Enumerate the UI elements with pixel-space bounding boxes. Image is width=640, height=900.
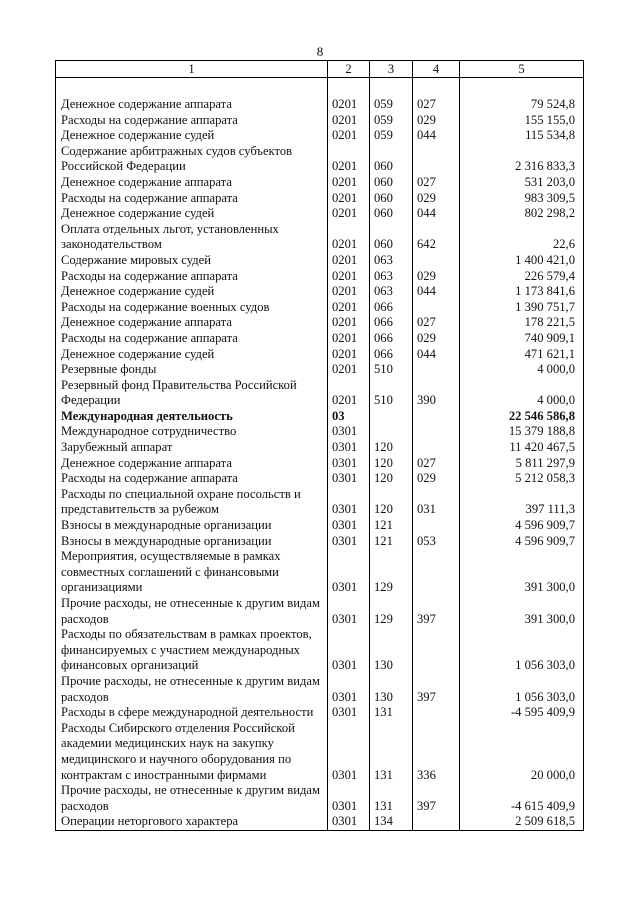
row-name: Денежное содержание судей xyxy=(56,347,328,363)
column-header-2: 2 xyxy=(328,61,370,78)
row-code-section: 0301 xyxy=(328,471,370,487)
row-code-section: 0301 xyxy=(328,721,370,783)
row-code-article: 130 xyxy=(370,674,413,705)
table-row xyxy=(56,674,584,705)
row-code-type: 029 xyxy=(413,471,460,487)
row-code-section: 0201 xyxy=(328,315,370,331)
table-row xyxy=(56,596,584,627)
row-code-section: 0301 xyxy=(328,783,370,814)
row-name: Резервный фонд Правительства Российской Федерации xyxy=(56,378,328,409)
row-amount: 1 173 841,6 xyxy=(460,284,584,300)
row-amount: 4 000,0 xyxy=(460,362,584,378)
row-code-type: 029 xyxy=(413,331,460,347)
row-code-section: 0201 xyxy=(328,284,370,300)
row-code-article: 120 xyxy=(370,471,413,487)
row-code-type xyxy=(413,253,460,269)
row-code-article: 131 xyxy=(370,705,413,721)
row-amount: 391 300,0 xyxy=(460,596,584,627)
table-row xyxy=(56,300,584,316)
row-code-section: 0201 xyxy=(328,222,370,253)
row-code-article: 059 xyxy=(370,128,413,144)
row-name: Денежное содержание аппарата xyxy=(56,97,328,113)
table-row xyxy=(56,549,584,596)
table-row xyxy=(56,424,584,440)
row-name: Оплата отдельных льгот, установленных законодательством xyxy=(56,222,328,253)
row-code-type xyxy=(413,549,460,596)
row-code-section: 0301 xyxy=(328,705,370,721)
row-code-type: 029 xyxy=(413,269,460,285)
row-name: Денежное содержание судей xyxy=(56,128,328,144)
row-name: Прочие расходы, не отнесенные к другим видам расходов xyxy=(56,596,328,627)
table-row xyxy=(56,456,584,472)
row-name: Международная деятельность xyxy=(56,409,328,425)
row-name: Взносы в международные организации xyxy=(56,518,328,534)
row-code-section: 0301 xyxy=(328,534,370,550)
row-amount: 226 579,4 xyxy=(460,269,584,285)
table-row xyxy=(56,175,584,191)
row-name: Расходы на содержание аппарата xyxy=(56,331,328,347)
budget-table xyxy=(55,60,584,831)
row-name: Взносы в международные организации xyxy=(56,534,328,550)
row-code-type: 044 xyxy=(413,206,460,222)
row-amount: 5 811 297,9 xyxy=(460,456,584,472)
row-amount: 4 596 909,7 xyxy=(460,518,584,534)
row-code-article: 066 xyxy=(370,331,413,347)
row-code-section: 0201 xyxy=(328,362,370,378)
row-amount: 740 909,1 xyxy=(460,331,584,347)
table-row xyxy=(56,487,584,518)
page-number: 8 xyxy=(316,44,324,59)
row-name: Зарубежный аппарат xyxy=(56,440,328,456)
table-row xyxy=(56,113,584,129)
row-code-section: 0301 xyxy=(328,518,370,534)
row-code-type: 053 xyxy=(413,534,460,550)
table-row xyxy=(56,627,584,674)
table-row xyxy=(56,206,584,222)
row-code-article: 060 xyxy=(370,191,413,207)
row-name: Прочие расходы, не отнесенные к другим видам расходов xyxy=(56,783,328,814)
row-code-type xyxy=(413,814,460,830)
row-code-section: 0201 xyxy=(328,331,370,347)
row-name: Денежное содержание аппарата xyxy=(56,175,328,191)
row-amount: 1 056 303,0 xyxy=(460,627,584,674)
row-code-article: 129 xyxy=(370,596,413,627)
row-code-type: 029 xyxy=(413,191,460,207)
row-code-section: 0201 xyxy=(328,97,370,113)
row-name: Резервные фонды xyxy=(56,362,328,378)
table-row xyxy=(56,284,584,300)
row-name: Расходы Сибирского отделения Российской академии медицинских наук на закупку медицинского и научного оборудования по контрактам с иностранными фирмами xyxy=(56,721,328,783)
row-amount: 178 221,5 xyxy=(460,315,584,331)
row-code-article: 060 xyxy=(370,144,413,175)
row-name: Расходы на содержание военных судов xyxy=(56,300,328,316)
row-code-type: 336 xyxy=(413,721,460,783)
table-header-row xyxy=(56,61,584,78)
row-code-type xyxy=(413,627,460,674)
row-name: Международное сотрудничество xyxy=(56,424,328,440)
row-code-article: 120 xyxy=(370,487,413,518)
row-amount: 22 546 586,8 xyxy=(460,409,584,425)
row-name: Денежное содержание аппарата xyxy=(56,315,328,331)
row-code-type: 027 xyxy=(413,97,460,113)
row-code-article: 121 xyxy=(370,518,413,534)
row-code-article: 134 xyxy=(370,814,413,830)
table-row xyxy=(56,518,584,534)
row-amount: 802 298,2 xyxy=(460,206,584,222)
row-code-section: 0201 xyxy=(328,378,370,409)
row-amount: 22,6 xyxy=(460,222,584,253)
row-code-section: 0201 xyxy=(328,144,370,175)
row-code-section: 03 xyxy=(328,409,370,425)
row-code-type: 044 xyxy=(413,128,460,144)
row-code-article: 060 xyxy=(370,206,413,222)
row-code-section: 0301 xyxy=(328,674,370,705)
row-code-section: 0201 xyxy=(328,300,370,316)
row-code-type: 027 xyxy=(413,175,460,191)
row-code-section: 0201 xyxy=(328,191,370,207)
row-code-article: 130 xyxy=(370,627,413,674)
row-name: Расходы на содержание аппарата xyxy=(56,113,328,129)
row-code-section: 0301 xyxy=(328,814,370,830)
table-row xyxy=(56,144,584,175)
row-code-article: 120 xyxy=(370,456,413,472)
row-amount: 983 309,5 xyxy=(460,191,584,207)
row-amount: 1 400 421,0 xyxy=(460,253,584,269)
row-code-article: 060 xyxy=(370,175,413,191)
row-code-type xyxy=(413,362,460,378)
row-amount: 20 000,0 xyxy=(460,721,584,783)
row-name: Прочие расходы, не отнесенные к другим видам расходов xyxy=(56,674,328,705)
row-code-type: 044 xyxy=(413,347,460,363)
row-code-type: 027 xyxy=(413,456,460,472)
row-code-section: 0201 xyxy=(328,253,370,269)
row-name: Денежное содержание аппарата xyxy=(56,456,328,472)
row-code-article: 066 xyxy=(370,347,413,363)
row-code-section: 0301 xyxy=(328,627,370,674)
table-row xyxy=(56,222,584,253)
row-name: Операции неторгового характера xyxy=(56,814,328,830)
row-code-article: 063 xyxy=(370,284,413,300)
row-code-section: 0201 xyxy=(328,128,370,144)
row-code-type: 397 xyxy=(413,674,460,705)
row-code-article: 120 xyxy=(370,440,413,456)
row-name: Расходы в сфере международной деятельности xyxy=(56,705,328,721)
row-code-article xyxy=(370,424,413,440)
row-code-type: 642 xyxy=(413,222,460,253)
row-amount: 15 379 188,8 xyxy=(460,424,584,440)
spacer-row xyxy=(56,78,584,98)
row-name: Расходы по обязательствам в рамках проектов, финансируемых с участием международных финансовых организаций xyxy=(56,627,328,674)
row-amount: -4 615 409,9 xyxy=(460,783,584,814)
row-code-section: 0301 xyxy=(328,487,370,518)
row-name: Расходы на содержание аппарата xyxy=(56,471,328,487)
row-name: Денежное содержание судей xyxy=(56,284,328,300)
row-code-section: 0201 xyxy=(328,347,370,363)
row-code-article: 060 xyxy=(370,222,413,253)
table-row xyxy=(56,331,584,347)
row-code-article: 063 xyxy=(370,269,413,285)
row-code-section: 0201 xyxy=(328,113,370,129)
table-row xyxy=(56,128,584,144)
table-row xyxy=(56,315,584,331)
row-code-article: 131 xyxy=(370,783,413,814)
row-code-article: 510 xyxy=(370,378,413,409)
table-row xyxy=(56,97,584,113)
table-row xyxy=(56,814,584,830)
row-code-article: 063 xyxy=(370,253,413,269)
row-code-article: 059 xyxy=(370,113,413,129)
row-amount: 1 056 303,0 xyxy=(460,674,584,705)
row-code-article: 129 xyxy=(370,549,413,596)
row-amount: 4 000,0 xyxy=(460,378,584,409)
row-code-section: 0201 xyxy=(328,206,370,222)
row-code-section: 0301 xyxy=(328,424,370,440)
row-code-type xyxy=(413,300,460,316)
table-row xyxy=(56,191,584,207)
table-row xyxy=(56,347,584,363)
row-amount: 11 420 467,5 xyxy=(460,440,584,456)
table-row xyxy=(56,471,584,487)
row-name: Расходы на содержание аппарата xyxy=(56,191,328,207)
table-row xyxy=(56,378,584,409)
row-code-type: 029 xyxy=(413,113,460,129)
table-row xyxy=(56,269,584,285)
row-code-section: 0301 xyxy=(328,440,370,456)
row-code-type: 044 xyxy=(413,284,460,300)
row-code-section: 0201 xyxy=(328,175,370,191)
row-amount: 471 621,1 xyxy=(460,347,584,363)
row-amount: 155 155,0 xyxy=(460,113,584,129)
row-amount: 2 316 833,3 xyxy=(460,144,584,175)
row-name: Мероприятия, осуществляемые в рамках совместных соглашений с финансовыми организациями xyxy=(56,549,328,596)
row-amount: 391 300,0 xyxy=(460,549,584,596)
row-code-article: 066 xyxy=(370,300,413,316)
row-code-type xyxy=(413,409,460,425)
row-code-section: 0201 xyxy=(328,269,370,285)
row-code-article: 059 xyxy=(370,97,413,113)
row-code-article: 131 xyxy=(370,721,413,783)
row-amount: 4 596 909,7 xyxy=(460,534,584,550)
row-code-type: 397 xyxy=(413,783,460,814)
table-row xyxy=(56,534,584,550)
table-row xyxy=(56,362,584,378)
row-amount: 531 203,0 xyxy=(460,175,584,191)
table-row xyxy=(56,721,584,783)
table-row xyxy=(56,705,584,721)
row-code-section: 0301 xyxy=(328,596,370,627)
row-code-type xyxy=(413,518,460,534)
row-name: Расходы на содержание аппарата xyxy=(56,269,328,285)
row-amount: 79 524,8 xyxy=(460,97,584,113)
row-name: Расходы по специальной охране посольств и представительств за рубежом xyxy=(56,487,328,518)
row-code-article: 066 xyxy=(370,315,413,331)
column-header-4: 4 xyxy=(413,61,460,78)
row-code-type: 031 xyxy=(413,487,460,518)
row-amount: 5 212 058,3 xyxy=(460,471,584,487)
row-amount: -4 595 409,9 xyxy=(460,705,584,721)
table-row xyxy=(56,440,584,456)
row-code-section: 0301 xyxy=(328,456,370,472)
row-name: Содержание мировых судей xyxy=(56,253,328,269)
column-header-1: 1 xyxy=(56,61,328,78)
row-code-type xyxy=(413,424,460,440)
row-code-type: 027 xyxy=(413,315,460,331)
row-code-type: 390 xyxy=(413,378,460,409)
column-header-5: 5 xyxy=(460,61,584,78)
table-row xyxy=(56,253,584,269)
row-code-type: 397 xyxy=(413,596,460,627)
row-code-article: 121 xyxy=(370,534,413,550)
column-header-3: 3 xyxy=(370,61,413,78)
row-code-section: 0301 xyxy=(328,549,370,596)
row-amount: 1 390 751,7 xyxy=(460,300,584,316)
row-amount: 2 509 618,5 xyxy=(460,814,584,830)
row-amount: 115 534,8 xyxy=(460,128,584,144)
row-name: Денежное содержание судей xyxy=(56,206,328,222)
row-name: Содержание арбитражных судов субъектов Российской Федерации xyxy=(56,144,328,175)
table-row xyxy=(56,783,584,814)
row-code-type xyxy=(413,705,460,721)
table-row xyxy=(56,409,584,425)
row-code-type xyxy=(413,144,460,175)
row-code-type xyxy=(413,440,460,456)
row-amount: 397 111,3 xyxy=(460,487,584,518)
row-code-article: 510 xyxy=(370,362,413,378)
row-code-article xyxy=(370,409,413,425)
